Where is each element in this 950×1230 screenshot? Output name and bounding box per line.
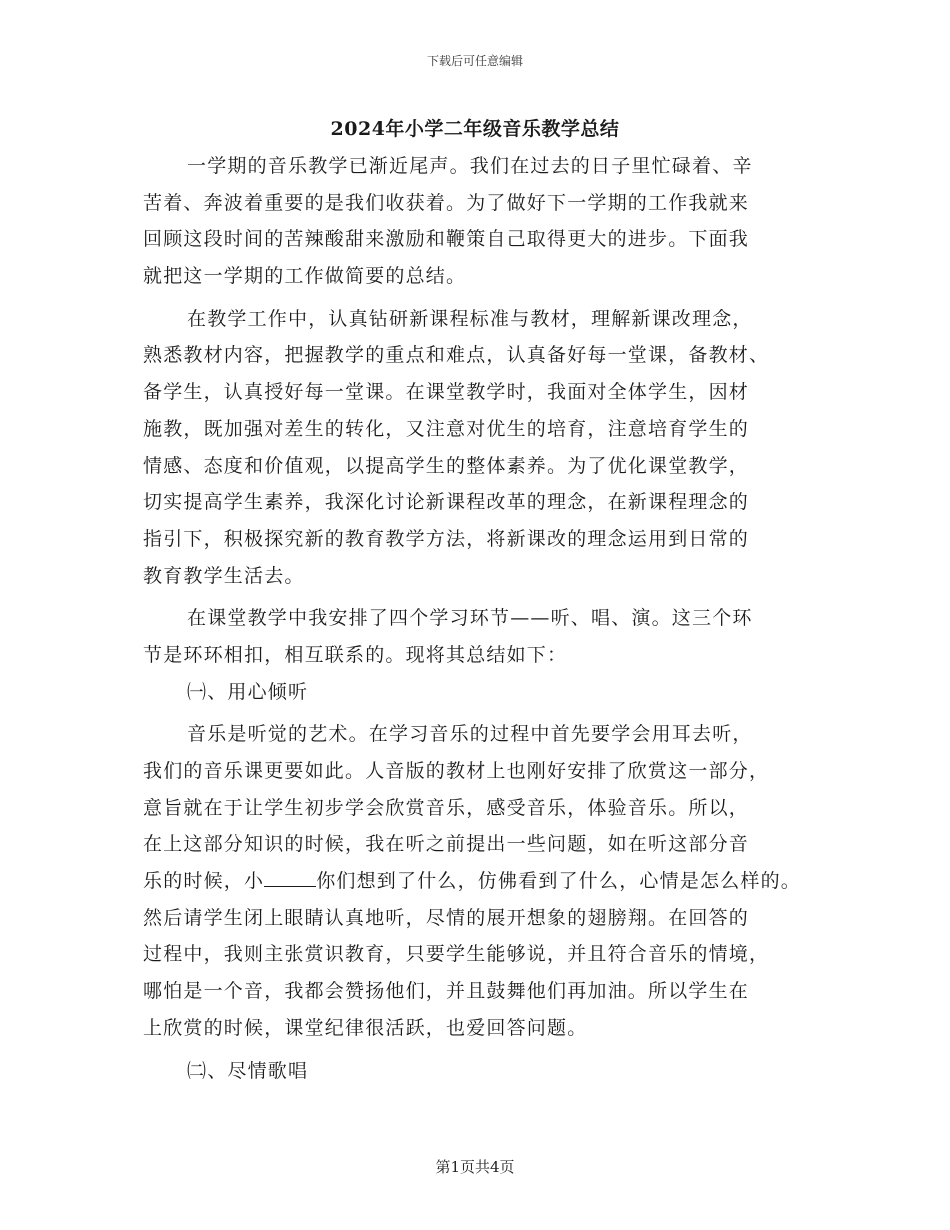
text-line: 在教学工作中，认真钻研新课程标准与教材，理解新课改理念， <box>187 307 753 330</box>
text-line-with-blank <box>143 863 833 900</box>
text-line: 就把这一学期的工作做简要的总结。 <box>143 265 467 288</box>
text-line: 指引下，积极探究新的教育教学方法，将新课改的理念运用到日常的 <box>143 527 750 550</box>
text-after-blank: 你们想到了什么，仿佛看到了什么，心情是怎么样的。 <box>316 870 802 893</box>
page-header: 下载后可任意编辑 <box>426 54 523 68</box>
text-line: 教育教学生活去。 <box>143 564 305 587</box>
document-body <box>143 148 833 1089</box>
paragraph-4 <box>143 716 833 1046</box>
paragraph-2 <box>143 301 833 595</box>
paragraph-3 <box>143 600 833 673</box>
text-line: 在课堂教学中我安排了四个学习环节——听、唱、演。这三个环 <box>187 607 753 630</box>
text-line: 备学生，认真授好每一堂课。在课堂教学时，我面对全体学生，因材 <box>143 381 750 404</box>
text-line: 我们的音乐课更要如此。人音版的教材上也刚好安排了欣赏这一部分， <box>143 760 770 782</box>
text-line: 然后请学生闭上眼睛认真地听，尽情的展开想象的翅膀翔。在回答的 <box>143 906 750 929</box>
text-line: 切实提高学生素养，我深化讨论新课程改革的理念，在新课程理念的 <box>143 491 750 514</box>
text-line: 施教，既加强对差生的转化，又注意对优生的培育，注意培育学生的 <box>143 417 750 440</box>
text-line: 熟悉教材内容，把握教学的重点和难点，认真备好每一堂课，备教材、 <box>143 344 770 367</box>
document-title: 2024年小学二年级音乐教学总结 <box>330 118 620 140</box>
text-line: 过程中，我则主张赏识教育，只要学生能够说，并且符合音乐的情境， <box>143 943 770 966</box>
section-heading-listen: ㈠、用心倾听 <box>187 680 309 703</box>
section-heading-sing: ㈡、尽情歌唱 <box>187 1059 309 1082</box>
text-line: 音乐是听觉的艺术。在学习音乐的过程中首先要学会用耳去听， <box>187 723 753 746</box>
text-line: 苦着、奔波着重要的是我们收获着。为了做好下一学期的工作我就来 <box>143 191 750 214</box>
text-line: 情感、态度和价值观，以提高学生的整体素养。为了优化课堂教学， <box>143 454 750 477</box>
page-footer: 第1页共4页 <box>435 1158 515 1176</box>
text-line: 一学期的音乐教学已渐近尾声。我们在过去的日子里忙碌着、辛 <box>187 155 753 177</box>
text-line: 回顾这段时间的苦辣酸甜来激励和鞭策自己取得更大的进步。下面我 <box>143 228 750 251</box>
text-line: 节是环环相扣，相互联系的。现将其总结如下： <box>143 643 568 666</box>
paragraph-1 <box>143 148 833 295</box>
text-before-blank: 乐的时候，小 <box>143 870 265 893</box>
text-line: 上欣赏的时候，课堂纪律很活跃，也爱回答问题。 <box>143 1016 588 1039</box>
text-line: 在上这部分知识的时候，我在听之前提出一些问题，如在听这部分音 <box>143 833 750 856</box>
text-line: 意旨就在于让学生初步学会欣赏音乐，感受音乐，体验音乐。所以， <box>143 796 750 819</box>
text-line: 哪怕是一个音，我都会赞扬他们，并且鼓舞他们再加油。所以学生在 <box>143 980 750 1003</box>
fill-in-blank <box>264 868 316 887</box>
